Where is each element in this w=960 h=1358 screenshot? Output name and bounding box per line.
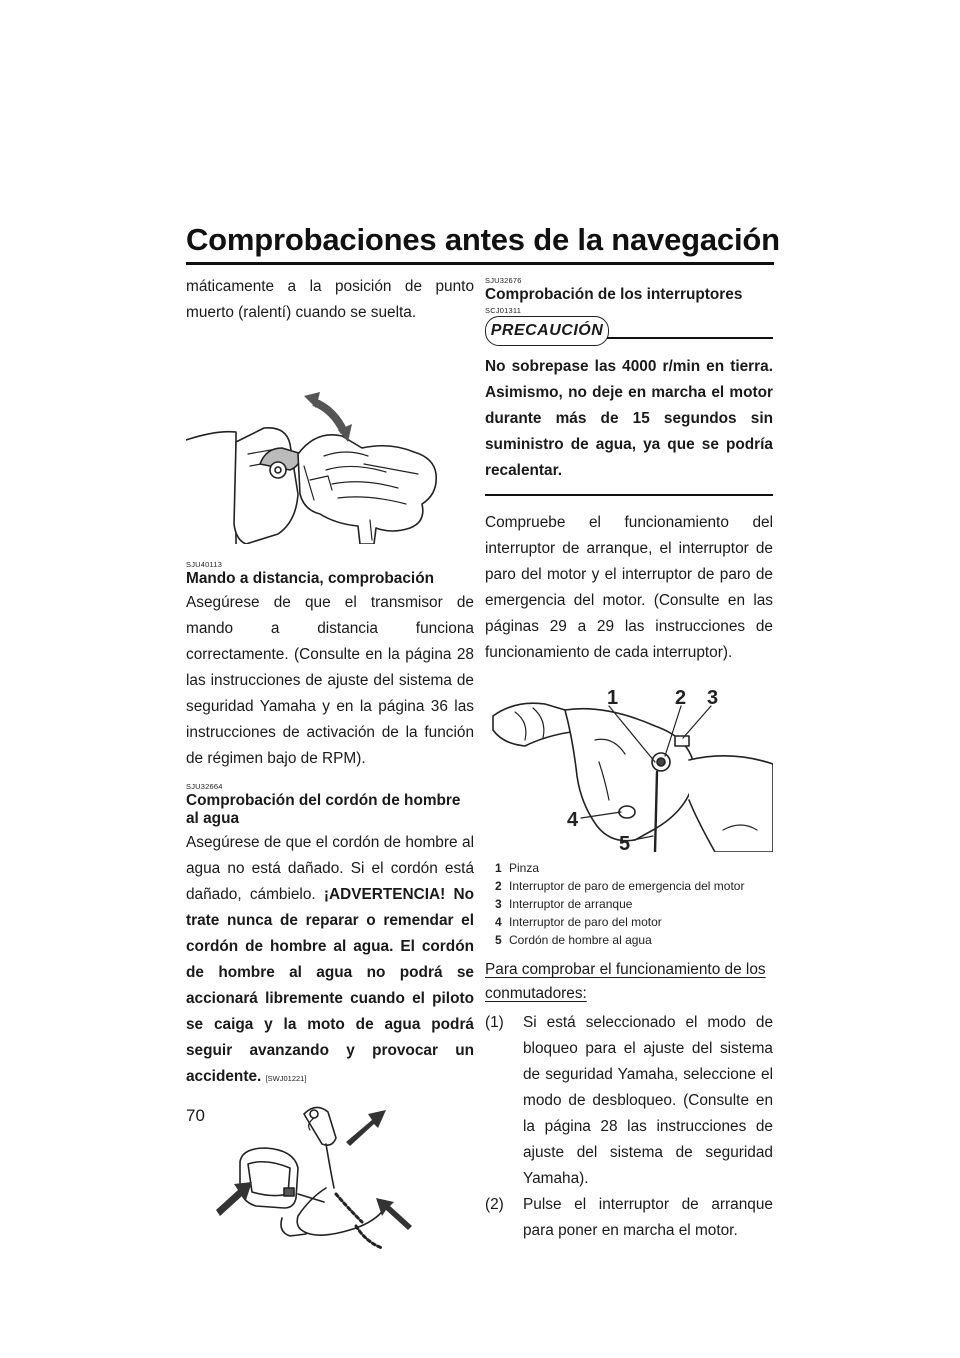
right-column xyxy=(485,274,773,1244)
procedure-steps xyxy=(485,1010,773,1244)
page-title: Comprobaciones antes de la navegación xyxy=(186,222,780,257)
section-body xyxy=(186,830,474,1092)
caution-rule xyxy=(607,337,773,339)
lanyard-figure xyxy=(186,1098,474,1268)
legend-item: 5 Cordón de hombre al agua xyxy=(495,933,652,947)
callout-3: 3 xyxy=(707,687,719,709)
callout-1: 1 xyxy=(607,687,619,709)
section-code: SJU32676 xyxy=(485,276,522,285)
procedure-step: (1) Si está seleccionado el modo de bloqueo para el ajuste del sistema de seguridad Yamaha, seleccione el modo de desbloqueo. (Consulte en la página 28 las instrucciones de ajuste del sistema de seguridad Yamaha). xyxy=(485,1014,773,1187)
callout-4: 4 xyxy=(567,809,579,831)
legend-item: 3 Interruptor de arranque xyxy=(495,897,633,911)
page-number: 70 xyxy=(186,1106,205,1125)
throttle-figure xyxy=(186,344,474,544)
left-column xyxy=(186,274,474,1268)
caution-text: No sobrepase las 4000 r/min en tierra. Asimismo, no deje en marcha el motor durante más de 15 segundos sin suministro de agua, ya que se podría recalentar. xyxy=(485,358,773,479)
callout-5: 5 xyxy=(619,833,631,852)
section-body: Compruebe el funcionamiento del interruptor de arranque, el interruptor de paro del motor y el interruptor de paro de emergencia del motor. (Consulte en las páginas 29 a 29 las instrucciones de funcionamiento de cada interruptor). xyxy=(485,514,773,661)
legend-item: 1 Pinza xyxy=(495,861,540,875)
header-rule xyxy=(186,262,774,265)
section-code: SJU40113 xyxy=(186,560,223,569)
caution-bottom-rule xyxy=(485,494,773,496)
lanyard-body: Asegúrese de que el cordón de hombre al agua no está dañado. Si el cordón está dañado, cámbielo. xyxy=(186,834,474,903)
hand-throttle-illustration xyxy=(186,344,474,544)
section-code: SJU32664 xyxy=(186,782,223,791)
section-heading: Mando a distancia, comprobación xyxy=(186,570,435,587)
caution-banner xyxy=(485,316,773,350)
warning-code: [SWJ01221] xyxy=(265,1074,307,1083)
handlebar-switch-illustration xyxy=(485,680,773,852)
callout-2: 2 xyxy=(675,687,687,709)
intro-text: máticamente a la posición de punto muerto (ralentí) cuando se suelta. xyxy=(186,278,474,321)
procedure-title: Para comprobar el funcionamiento de los conmutadores: xyxy=(485,961,766,1002)
section-heading: Comprobación de los interruptores xyxy=(485,286,743,303)
lanyard-warning: ¡ADVERTENCIA! No trate nunca de reparar o remendar el cordón de hombre al agua. El cordón de hombre al agua no podrá se accionará libremente cuando el piloto se caiga y la moto de agua podrá seguir avanzando y provocar un accidente. xyxy=(186,886,474,1085)
legend-item: 4 Interruptor de paro del motor xyxy=(495,915,662,929)
section-heading: Comprobación del cordón de hombre al agua xyxy=(186,792,461,827)
switches-figure xyxy=(485,680,773,852)
procedure-step: (2) Pulse el interruptor de arranque para poner en marcha el motor. xyxy=(485,1196,773,1239)
caution-code: SCJ01311 xyxy=(485,306,522,315)
figure-legend xyxy=(495,860,773,948)
lanyard-illustration xyxy=(186,1098,474,1268)
section-body: Asegúrese de que el transmisor de mando a distancia funciona correctamente. (Consulte en la página 28 las instrucciones de ajuste del sistema de seguridad Yamaha y en la página 36 las instrucciones de activación de la función de régimen bajo de RPM). xyxy=(186,594,474,767)
legend-item: 2 Interruptor de paro de emergencia del motor xyxy=(495,879,745,893)
caution-label: PRECAUCIÓN xyxy=(485,316,609,346)
